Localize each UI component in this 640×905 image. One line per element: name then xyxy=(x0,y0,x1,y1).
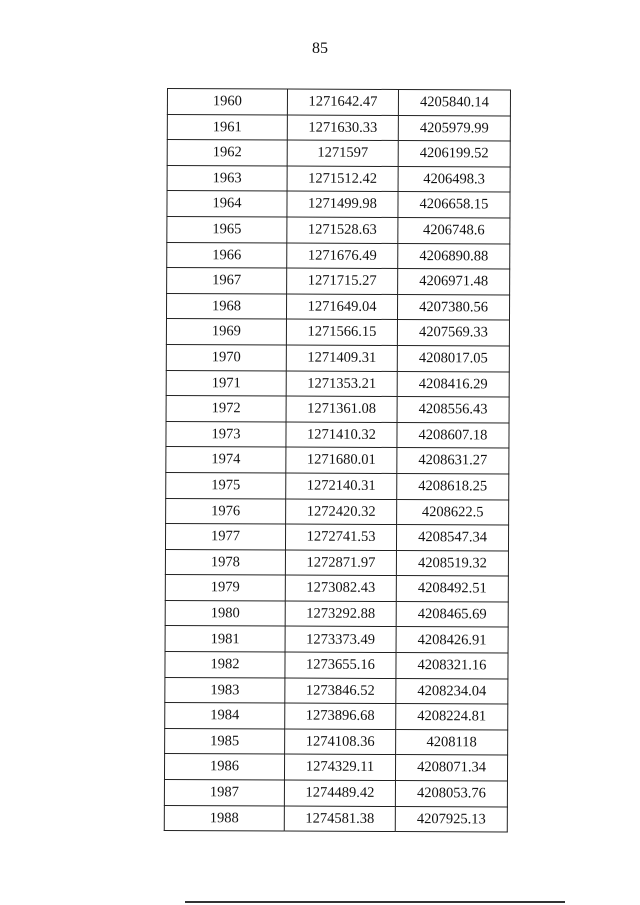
value-2-cell: 4208071.34 xyxy=(395,755,507,781)
value-2-cell: 4208416.29 xyxy=(397,371,509,397)
value-1-cell: 1271512.42 xyxy=(287,166,398,192)
value-1-cell: 1271361.08 xyxy=(286,396,397,422)
value-1-cell: 1273846.52 xyxy=(285,678,396,704)
page-number: 85 xyxy=(312,40,328,57)
value-2-cell: 4207380.56 xyxy=(397,294,509,320)
table-row xyxy=(165,652,508,679)
value-1-cell: 1273082.43 xyxy=(285,575,396,601)
value-2-cell: 4207569.33 xyxy=(397,320,509,346)
value-1-cell: 1273896.68 xyxy=(285,703,396,729)
table-row xyxy=(166,293,509,320)
table-row xyxy=(165,524,508,551)
year-cell: 1971 xyxy=(166,370,286,396)
table-row xyxy=(165,728,508,755)
table-row xyxy=(165,677,508,704)
year-cell: 1963 xyxy=(167,165,287,191)
year-cell: 1983 xyxy=(165,677,285,703)
value-1-cell: 1272140.31 xyxy=(286,473,397,499)
year-cell: 1972 xyxy=(166,396,286,422)
table-row xyxy=(164,780,507,807)
table-row xyxy=(166,447,509,474)
table-row xyxy=(166,396,509,423)
value-2-cell: 4208465.69 xyxy=(396,601,508,627)
table-row xyxy=(164,805,507,832)
value-2-cell: 4206890.88 xyxy=(398,243,510,269)
table-row xyxy=(167,114,510,141)
data-table xyxy=(164,88,511,833)
value-1-cell: 1271597 xyxy=(287,140,398,166)
value-1-cell: 1271630.33 xyxy=(287,115,398,141)
value-1-cell: 1271410.32 xyxy=(286,422,397,448)
value-2-cell: 4206498.3 xyxy=(398,166,510,192)
value-2-cell: 4208631.27 xyxy=(397,448,509,474)
value-2-cell: 4208492.51 xyxy=(396,576,508,602)
value-1-cell: 1274489.42 xyxy=(284,780,395,806)
value-1-cell: 1272871.97 xyxy=(285,550,396,576)
value-2-cell: 4206748.6 xyxy=(398,217,510,243)
value-2-cell: 4208426.91 xyxy=(396,627,508,653)
value-2-cell: 4207925.13 xyxy=(395,806,507,832)
value-1-cell: 1271528.63 xyxy=(287,217,398,243)
year-cell: 1967 xyxy=(167,268,287,294)
value-2-cell: 4208622.5 xyxy=(397,499,509,525)
table-row xyxy=(165,703,508,730)
table-row xyxy=(165,575,508,602)
table-row xyxy=(165,549,508,576)
value-1-cell: 1272741.53 xyxy=(285,524,396,550)
year-cell: 1970 xyxy=(166,344,286,370)
year-cell: 1977 xyxy=(165,524,285,550)
value-2-cell: 4206658.15 xyxy=(398,192,510,218)
value-2-cell: 4208017.05 xyxy=(397,345,509,371)
value-2-cell: 4208321.16 xyxy=(396,653,508,679)
value-2-cell: 4208234.04 xyxy=(396,678,508,704)
value-1-cell: 1274108.36 xyxy=(285,729,396,755)
year-cell: 1960 xyxy=(167,89,287,115)
table-row xyxy=(164,754,507,781)
value-1-cell: 1273373.49 xyxy=(285,626,396,652)
year-cell: 1961 xyxy=(167,114,287,140)
value-1-cell: 1272420.32 xyxy=(286,499,397,525)
year-cell: 1982 xyxy=(165,652,285,678)
table-row xyxy=(165,626,508,653)
table-row xyxy=(167,216,510,243)
value-2-cell: 4208224.81 xyxy=(396,704,508,730)
value-1-cell: 1271409.31 xyxy=(286,345,397,371)
value-2-cell: 4206971.48 xyxy=(398,269,510,295)
table-row xyxy=(167,191,510,218)
year-cell: 1968 xyxy=(166,293,286,319)
value-1-cell: 1271715.27 xyxy=(287,268,398,294)
table-row xyxy=(167,165,510,192)
year-cell: 1981 xyxy=(165,626,285,652)
value-2-cell: 4205979.99 xyxy=(398,115,510,141)
value-2-cell: 4206199.52 xyxy=(398,141,510,167)
value-1-cell: 1271499.98 xyxy=(287,191,398,217)
value-2-cell: 4208118 xyxy=(396,729,508,755)
page-bottom-edge xyxy=(185,901,565,903)
value-2-cell: 4208053.76 xyxy=(395,781,507,807)
table-row xyxy=(167,268,510,295)
value-1-cell: 1271680.01 xyxy=(286,447,397,473)
year-cell: 1969 xyxy=(166,319,286,345)
table-row xyxy=(167,140,510,167)
value-1-cell: 1271566.15 xyxy=(286,319,397,345)
year-cell: 1974 xyxy=(166,447,286,473)
value-2-cell: 4208618.25 xyxy=(397,473,509,499)
table-row xyxy=(166,370,509,397)
year-cell: 1985 xyxy=(165,728,285,754)
value-1-cell: 1271642.47 xyxy=(287,89,398,115)
value-2-cell: 4205840.14 xyxy=(398,90,510,116)
year-cell: 1975 xyxy=(166,472,286,498)
table-row xyxy=(166,344,509,371)
year-cell: 1980 xyxy=(165,600,285,626)
value-1-cell: 1274581.38 xyxy=(284,806,395,832)
value-1-cell: 1273655.16 xyxy=(285,652,396,678)
year-cell: 1966 xyxy=(167,242,287,268)
value-1-cell: 1271649.04 xyxy=(286,294,397,320)
value-1-cell: 1271676.49 xyxy=(287,243,398,269)
year-cell: 1962 xyxy=(167,140,287,166)
value-1-cell: 1274329.11 xyxy=(284,754,395,780)
year-cell: 1988 xyxy=(164,805,284,831)
table-row xyxy=(166,319,509,346)
year-cell: 1986 xyxy=(164,754,284,780)
table-row xyxy=(165,600,508,627)
year-cell: 1984 xyxy=(165,703,285,729)
table-row xyxy=(166,498,509,525)
table-body xyxy=(164,89,510,833)
year-cell: 1979 xyxy=(165,575,285,601)
year-cell: 1964 xyxy=(167,191,287,217)
table-row xyxy=(167,242,510,269)
year-cell: 1978 xyxy=(165,549,285,575)
table-row xyxy=(166,472,509,499)
value-1-cell: 1273292.88 xyxy=(285,601,396,627)
year-cell: 1987 xyxy=(164,780,284,806)
year-cell: 1976 xyxy=(166,498,286,524)
value-1-cell: 1271353.21 xyxy=(286,371,397,397)
table-row xyxy=(167,89,510,116)
year-cell: 1965 xyxy=(167,216,287,242)
table-row xyxy=(166,421,509,448)
value-2-cell: 4208547.34 xyxy=(396,525,508,551)
value-2-cell: 4208519.32 xyxy=(396,550,508,576)
value-2-cell: 4208607.18 xyxy=(397,422,509,448)
value-2-cell: 4208556.43 xyxy=(397,397,509,423)
year-cell: 1973 xyxy=(166,421,286,447)
